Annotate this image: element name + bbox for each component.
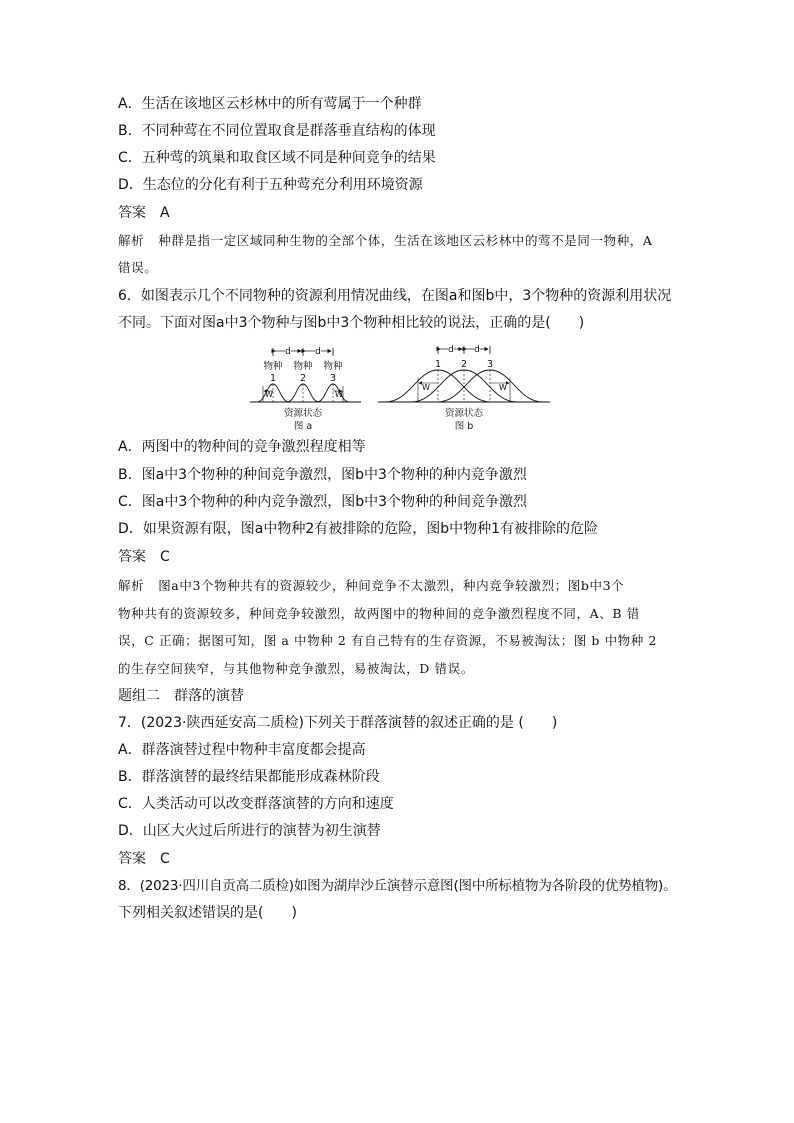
q6-option-d: D．如果资源有限，图a中物种2有被排除的危险，图b中物种1有被排除的危险 bbox=[118, 521, 599, 537]
d-label: d bbox=[474, 345, 480, 355]
d-label: d bbox=[315, 347, 321, 357]
q8-stem-line-1: 8．(2023·四川自贡高二质检)如图为湖岸沙丘演替示意图(图中所标植物为各阶段的优势植物)。 bbox=[118, 878, 677, 894]
figure-caption: 图 b bbox=[454, 421, 474, 432]
section-heading: 题组二 群落的演替 bbox=[118, 688, 244, 704]
q5-option-c: C．五种莺的筑巢和取食区域不同是种间竞争的结果 bbox=[118, 150, 436, 166]
species-number: 1 bbox=[269, 373, 277, 384]
species-number: 2 bbox=[460, 359, 468, 370]
q7-stem: 7．(2023·陕西延安高二质检)下列关于群落演替的叙述正确的是 ( ) bbox=[118, 715, 558, 731]
q5-option-a: A．生活在该地区云杉林中的所有莺属于一个种群 bbox=[118, 96, 422, 112]
answer-label: 答案 bbox=[118, 549, 146, 565]
x-axis-label: 资源状态 bbox=[444, 408, 484, 419]
q6-explanation-line-3: 误，C 正确；据图可知，图 a 中物种 2 有自己特有的生存资源，不易被淘汰；图 b 中物种 2 bbox=[118, 633, 658, 648]
q7-option-a: A．群落演替过程中物种丰富度都会提高 bbox=[118, 742, 366, 758]
q6-option-a: A．两图中的物种间的竞争激烈程度相等 bbox=[118, 439, 366, 455]
q6-option-c: C．图a中3个物种的种内竞争激烈，图b中3个物种的种间竞争激烈 bbox=[118, 494, 528, 510]
q5-option-d: D．生态位的分化有利于五种莺充分利用环境资源 bbox=[118, 177, 423, 193]
figure-a bbox=[250, 347, 361, 432]
species-number: 3 bbox=[486, 359, 494, 370]
q7-option-d: D．山区大火过后所进行的演替为初生演替 bbox=[118, 823, 381, 839]
q6-stem-line-1: 6．如图表示几个不同物种的资源利用情况曲线，在图a和图b中，3个物种的资源利用状况 bbox=[118, 288, 672, 304]
x-axis-label: 资源状态 bbox=[283, 408, 323, 419]
figure-caption: 图 a bbox=[293, 421, 313, 432]
q7-answer bbox=[118, 849, 170, 869]
explanation-label: 解析 bbox=[118, 233, 145, 248]
explanation-text: 种群是指一定区域同种生物的全部个体，生活在该地区云杉林中的莺不是同一物种，A bbox=[158, 233, 653, 248]
explanation-label: 解析 bbox=[118, 578, 145, 593]
d-label: d bbox=[448, 345, 454, 355]
q6-explanation-line-2: 物种共有的资源较多，种间竞争较激烈，故两图中的物种间的竞争激烈程度不同，A、B 错 bbox=[118, 606, 640, 621]
answer-value: A bbox=[160, 205, 170, 221]
q5-answer bbox=[118, 203, 170, 223]
q5-option-b: B．不同种莺在不同位置取食是群落垂直结构的体现 bbox=[118, 123, 436, 139]
q6-stem-line-2: 不同。下面对图a中3个物种与图b中3个物种相比较的说法，正确的是( ) bbox=[118, 315, 585, 331]
q5-explanation-line-1 bbox=[118, 231, 653, 251]
w-label: W bbox=[422, 383, 430, 392]
species-label: 物种 bbox=[323, 361, 343, 372]
answer-label: 答案 bbox=[118, 205, 146, 221]
species-label: 物种 bbox=[293, 361, 313, 372]
q7-option-b: B．群落演替的最终结果都能形成森林阶段 bbox=[118, 769, 380, 785]
species-number: 1 bbox=[434, 359, 442, 370]
q6-option-b: B．图a中3个物种的种间竞争激烈，图b中3个物种的种内竞争激烈 bbox=[118, 467, 527, 483]
q6-answer bbox=[118, 547, 170, 567]
q8-stem-line-2: 下列相关叙述错误的是( ) bbox=[118, 905, 297, 921]
species-label: 物种 bbox=[263, 361, 283, 372]
w-label: W bbox=[265, 390, 273, 399]
d-label: d bbox=[285, 347, 291, 357]
w-label: W bbox=[335, 390, 343, 399]
answer-value: C bbox=[160, 549, 170, 565]
explanation-text: 图a中3个物种共有的资源较少，种间竞争不太激烈，种内竞争较激烈；图b中3个 bbox=[158, 578, 625, 593]
species-number: 3 bbox=[329, 373, 337, 384]
q6-explanation-line-1 bbox=[118, 576, 624, 596]
q7-option-c: C．人类活动可以改变群落演替的方向和速度 bbox=[118, 796, 394, 812]
answer-value: C bbox=[160, 851, 170, 867]
answer-label: 答案 bbox=[118, 851, 146, 867]
species-number: 2 bbox=[299, 373, 307, 384]
figure-b bbox=[378, 345, 550, 432]
w-label: W bbox=[499, 383, 507, 392]
q5-explanation-line-2: 错误。 bbox=[118, 260, 158, 275]
q6-explanation-line-4: 的生存空间狭窄，与其他物种竞争激烈，易被淘汰，D 错误。 bbox=[118, 661, 474, 676]
